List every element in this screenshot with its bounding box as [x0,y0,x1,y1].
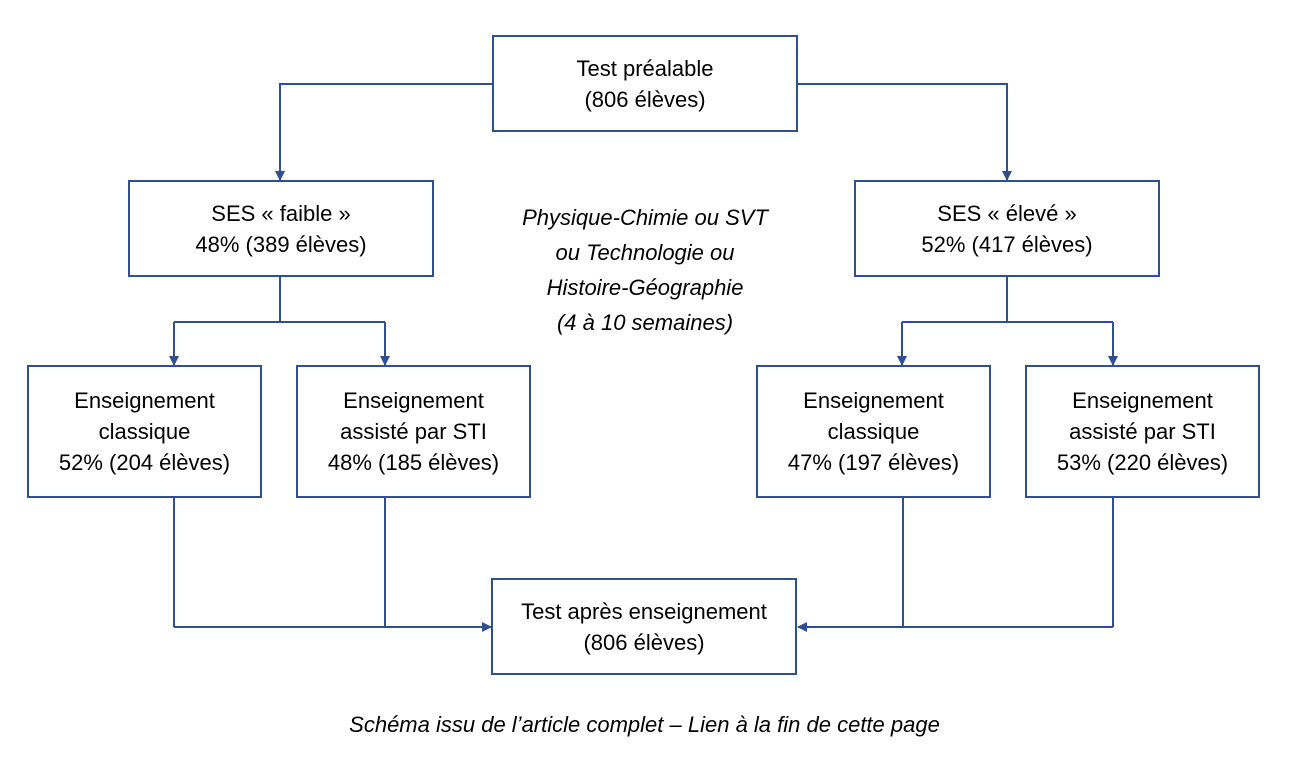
high-classic-count: 47% (197 élèves) [787,450,960,475]
high-sti-count: 53% (220 élèves) [1056,450,1229,475]
posttest-box [491,578,797,675]
pretest-box [492,35,798,132]
low-sti-box [296,365,531,498]
arrow-pretest-to-ses-low [280,84,492,180]
arrow-pretest-to-ses-high [797,84,1007,180]
low-sti-line-2: assisté par STI [340,419,487,444]
subjects-line-1: Physique-Chimie ou SVT [522,205,768,230]
high-sti-line-1: Enseignement [1072,388,1213,413]
pretest-title: Test préalable [576,55,714,81]
ses-low-count: 48% (389 élèves) [195,231,367,257]
low-classic-line-1: Enseignement [74,388,215,413]
high-classic-line-2: classique [827,419,920,444]
subjects-line-3: Histoire-Géographie [546,275,744,300]
posttest-count: (806 élèves) [583,629,705,655]
pretest-count: (806 élèves) [584,86,706,112]
high-classic-line-1: Enseignement [803,388,944,413]
high-classic-box [756,365,991,498]
low-classic-box [27,365,262,498]
subjects-note [480,200,810,340]
ses-high-box [854,180,1160,277]
high-sti-box [1025,365,1260,498]
low-classic-count: 52% (204 élèves) [58,450,231,475]
ses-low-box [128,180,434,277]
ses-low-title: SES « faible » [211,200,351,226]
subjects-line-2: ou Technologie ou [555,240,735,265]
low-classic-line-2: classique [98,419,191,444]
ses-high-count: 52% (417 élèves) [921,231,1093,257]
low-sti-line-1: Enseignement [343,388,484,413]
subjects-duration: (4 à 10 semaines) [556,310,734,335]
figure-caption: Schéma issu de l’article complet – Lien à la fin de cette page [349,712,940,737]
high-sti-line-2: assisté par STI [1069,419,1216,444]
posttest-title: Test après enseignement [521,598,767,624]
ses-high-title: SES « élevé » [937,200,1077,226]
low-sti-count: 48% (185 élèves) [327,450,500,475]
